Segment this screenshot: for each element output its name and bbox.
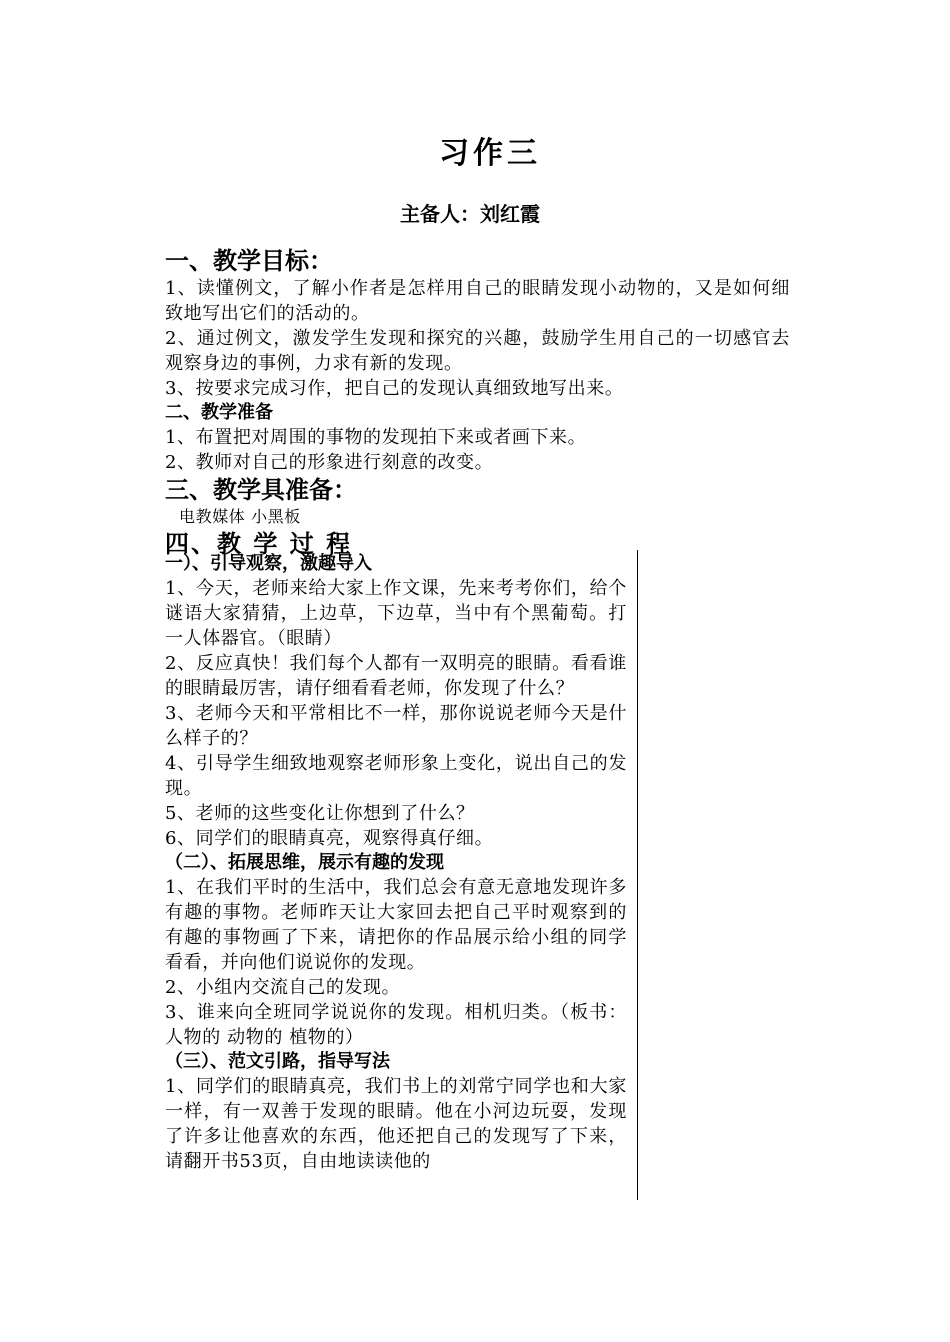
process-item: 1、今天，老师来给大家上作文课，先来考考你们，给个谜语大家猜猜，上边草，下边草，当中有个黑葡萄。打一人体器官。（眼睛） bbox=[165, 578, 627, 649]
process-part-heading: （二）、拓展思维，展示有趣的发现 bbox=[165, 852, 444, 873]
process-item: 1、在我们平时的生活中，我们总会有意无意地发现许多有趣的事物。老师昨天让大家回去把自己平时观察到的有趣的事物画了下来，请把你的作品展示给小组的同学看看，并向他们说说你的发现。 bbox=[165, 877, 627, 973]
process-part-heading: （三）、范文引路，指导写法 bbox=[165, 1051, 390, 1072]
process-item: 2、反应真快！我们每个人都有一双明亮的眼睛。看看谁的眼睛最厉害，请仔细看看老师，你发现了什么？ bbox=[165, 653, 627, 699]
goal-item: 2、通过例文，激发学生发现和探究的兴趣，鼓励学生用自己的一切感官去观察身边的事例，力求有新的发现。 bbox=[165, 328, 790, 374]
process-item: 4、引导学生细致地观察老师形象上变化，说出自己的发现。 bbox=[165, 753, 627, 799]
prep-item: 1、布置把对周围的事物的发现拍下来或者画下来。 bbox=[165, 427, 587, 448]
process-item: 2、小组内交流自己的发现。 bbox=[165, 977, 401, 998]
page-title: 习作三 bbox=[439, 136, 541, 171]
goal-item: 1、读懂例文，了解小作者是怎样用自己的眼睛发现小动物的，又是如何细致地写出它们的活动的。 bbox=[165, 278, 790, 324]
tools-heading: 三、教学具准备： bbox=[165, 476, 357, 504]
process-item: 5、老师的这些变化让你想到了什么？ bbox=[165, 803, 475, 824]
upper-sections bbox=[165, 246, 790, 559]
process-heading: 四、教 学 过 程 bbox=[165, 530, 353, 558]
prep-item: 2、教师对自己的形象进行刻意的改变。 bbox=[165, 452, 494, 473]
goals-heading: 一、教学目标： bbox=[165, 247, 333, 275]
process-item: 6、同学们的眼睛真亮，观察得真仔细。 bbox=[165, 828, 494, 849]
goal-item: 3、按要求完成习作，把自己的发现认真细致地写出来。 bbox=[165, 378, 624, 399]
process-column bbox=[165, 552, 627, 1174]
process-item: 3、老师今天和平常相比不一样，那你说说老师今天是什么样子的？ bbox=[165, 703, 627, 749]
column-divider bbox=[637, 550, 638, 1200]
prep-heading: 二、教学准备 bbox=[165, 402, 273, 423]
process-part-heading: 一）、引导观察，激趣导入 bbox=[165, 553, 372, 574]
process-item: 1、同学们的眼睛真亮，我们书上的刘常宁同学也和大家一样，有一双善于发现的眼睛。他在小河边玩耍，发现了许多让他喜欢的东西，他还把自己的发现写了下来，请翻开书53页，自由地读读他的 bbox=[165, 1076, 627, 1172]
process-item: 3、谁来向全班同学说说你的发现。相机归类。（板书：人物的 动物的 植物的） bbox=[165, 1002, 627, 1048]
author-line: 主备人：刘红霞 bbox=[400, 202, 540, 226]
tools-text: 电教媒体 小黑板 bbox=[179, 507, 301, 526]
